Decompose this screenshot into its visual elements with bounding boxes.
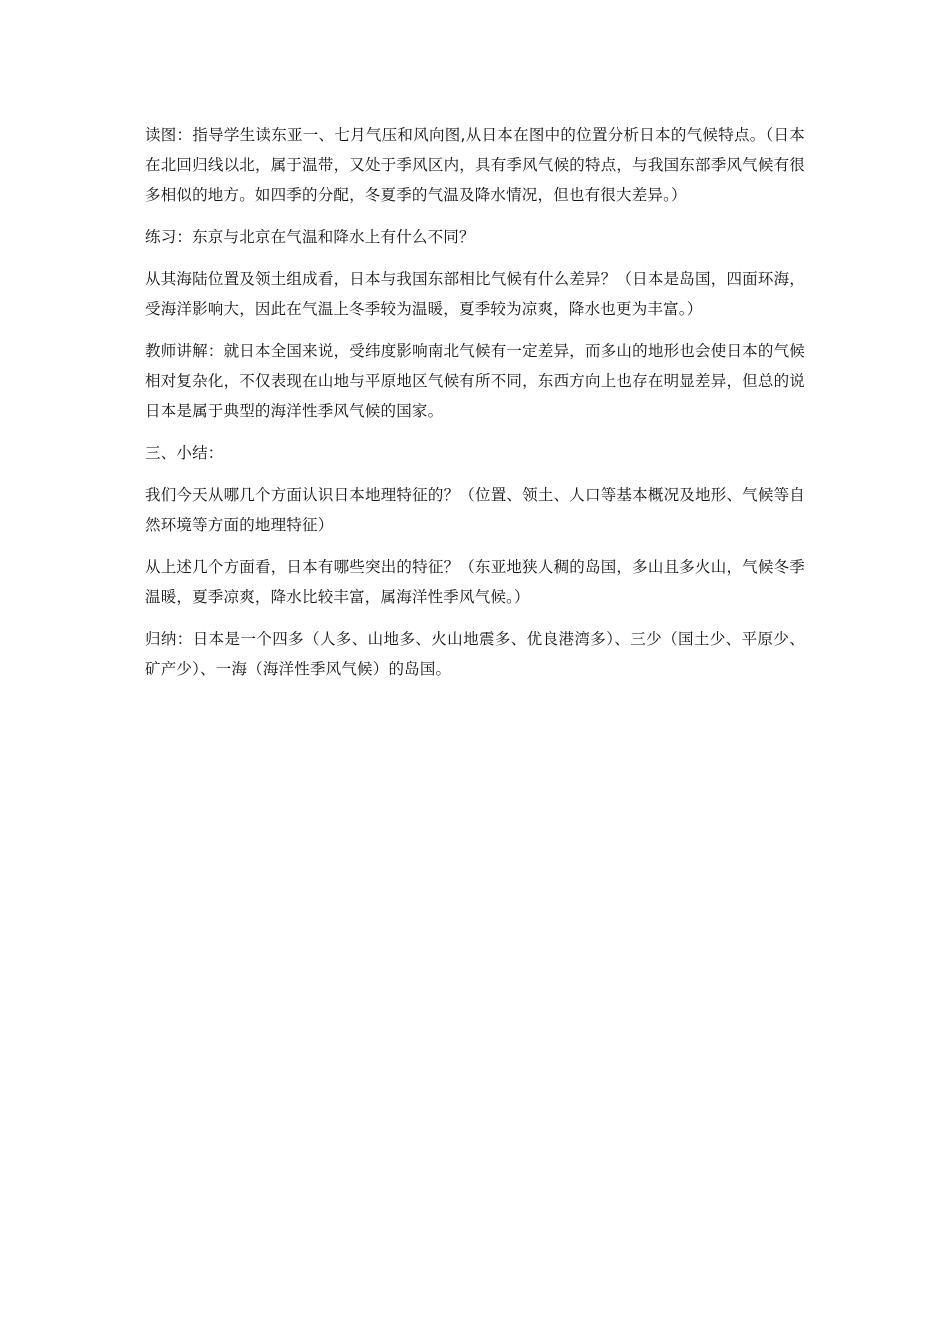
paragraph-climate-difference: 从其海陆位置及领土组成看，日本与我国东部相比气候有什么差异？（日本是岛国，四面环海，受海洋影响大，因此在气温上冬季较为温暖，夏季较为凉爽，降水也更为丰富。） <box>145 270 805 318</box>
paragraph-summary-question: 我们今天从哪几个方面认识日本地理特征的？（位置、领土、人口等基本概况及地形、气候等自然环境等方面的地理特征） <box>145 486 805 534</box>
paragraph-teacher-explanation: 教师讲解：就日本全国来说，受纬度影响南北气候有一定差异，而多山的地形也会使日本的气候相对复杂化，不仅表现在山地与平原地区气候有所不同，东西方向上也存在明显差异，但总的说日本是属于典型的海洋性季风气候的国家。 <box>145 342 805 420</box>
paragraph-conclusion: 归纳：日本是一个四多（人多、山地多、火山地震多、优良港湾多）、三少（国土少、平原少、矿产少）、一海（海洋性季风气候）的岛国。 <box>145 630 805 678</box>
paragraph-reading-map: 读图：指导学生读东亚一、七月气压和风向图,从日本在图中的位置分析日本的气候特点。（日本在北回归线以北，属于温带，又处于季风区内，具有季风气候的特点，与我国东部季风气候有很多相似的地方。如四季的分配，冬夏季的气温及降水情况，但也有很大差异。） <box>145 126 805 204</box>
paragraph-exercise: 练习：东京与北京在气温和降水上有什么不同？ <box>145 228 475 246</box>
paragraph-features-question: 从上述几个方面看，日本有哪些突出的特征？（东亚地狭人稠的岛国，多山且多火山，气候冬季温暖，夏季凉爽，降水比较丰富，属海洋性季风气候。） <box>145 558 805 606</box>
section-heading-summary: 三、小结： <box>145 444 224 462</box>
document-body <box>145 120 805 696</box>
